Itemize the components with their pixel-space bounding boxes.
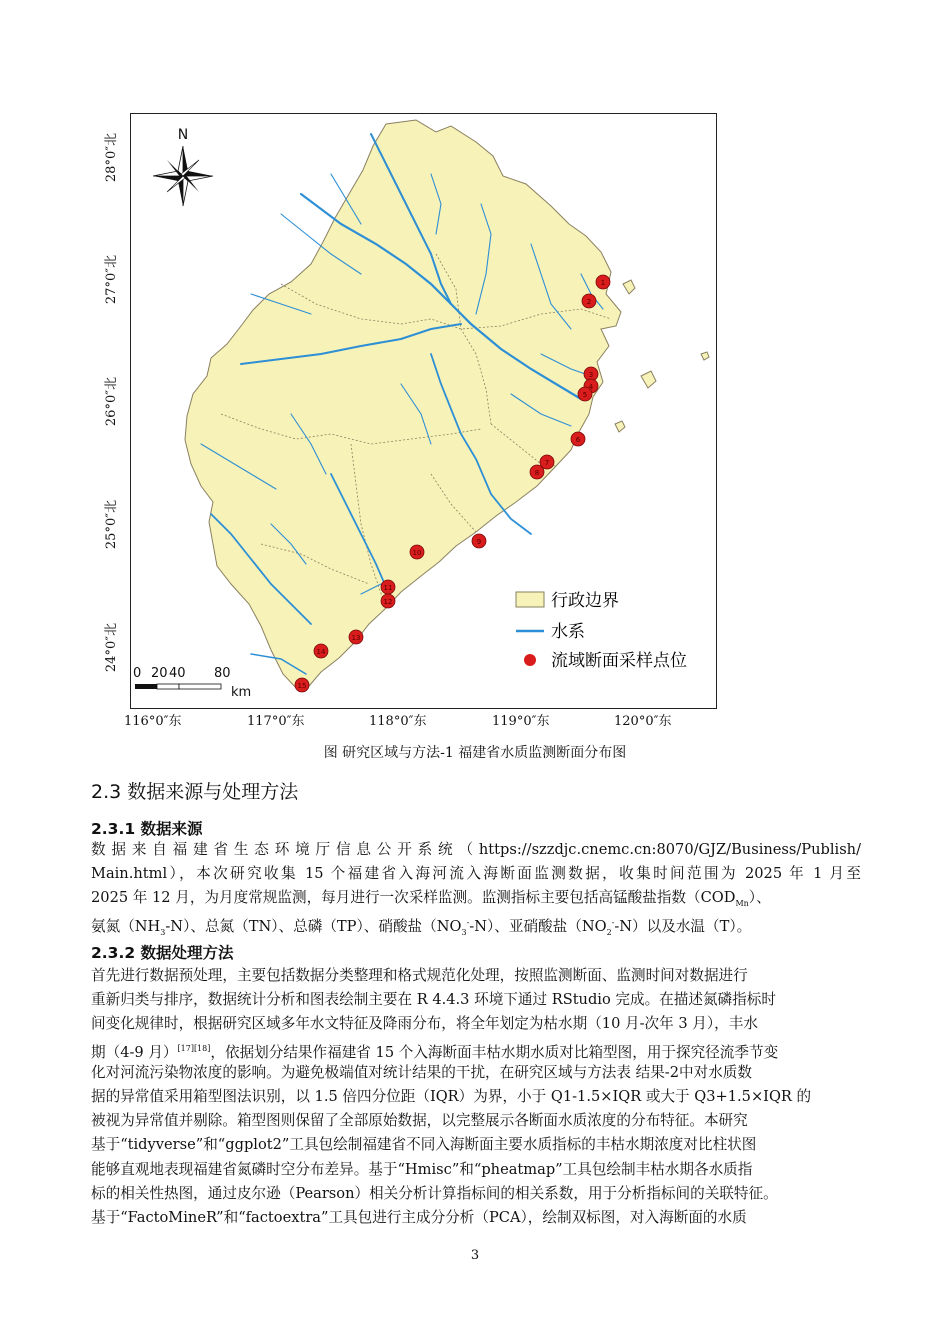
lon-label: 119°0″东 (492, 714, 550, 729)
text-line: 氨氮$(NH_3-N)$、总氮（TN）、总磷（TP）、硝酸盐$(NO_3^--N)$、亚硝酸盐$(NO_2^--N)$以及水温（T）。 (91, 917, 752, 937)
legend-boundary-swatch (516, 592, 544, 607)
paragraph-data-source (91, 838, 861, 935)
site-label: 12 (383, 598, 393, 606)
text-line: 间变化规律时，根据研究区域多年水文特征及降雨分布，将全年划定为枯水期（10 月-次年 3 月），丰水 (91, 1015, 758, 1033)
site-label: 6 (575, 436, 581, 444)
subsection-title-data-source: 2.3.1 数据来源 (91, 820, 203, 838)
lon-label: 117°0″东 (247, 714, 305, 729)
site-label: 7 (544, 459, 550, 467)
lat-label: 27°0″北 (104, 254, 120, 305)
text-line: 基于“tidyverse”和“ggplot2”工具包绘制福建省不同入海断面主要水质指标的丰枯水期浓度对比柱状图 (91, 1136, 757, 1154)
site-label: 3 (588, 371, 594, 379)
map-legend (516, 591, 687, 671)
scale-tick: 40 (169, 666, 186, 681)
site-label: 1 (600, 279, 606, 287)
citation-ref: [17][18] (177, 1043, 211, 1053)
site-label: 9 (476, 538, 482, 546)
site-label: 5 (582, 391, 588, 399)
text-line: 被视为异常值并剔除。箱型图则保留了全部原始数据，以完整展示各断面水质浓度的分布特征。本研究 (91, 1112, 748, 1130)
text-line: Main.html），本次研究收集 15 个福建省入海河流入海断面监测数据，收集时间范围为 2025 年 1 月至 (91, 865, 861, 883)
text-line: 2025 年 12 月，为月度常规监测，每月进行一次采样监测。监测指标主要包括高锰酸盐指数$(COD_{Mn})$、 (91, 889, 771, 909)
legend-river-label: 水系 (551, 622, 585, 642)
text-line: 据的异常值采用箱型图法识别，以 1.5 倍四分位距（IQR）为界，小于 Q1-1.5×IQR 或大于 Q3+1.5×IQR 的 (91, 1087, 812, 1105)
site-label: 11 (383, 584, 393, 592)
lat-label: 26°0″北 (104, 376, 120, 427)
text-line: 期（4-9 月）[17][18]，依据划分结果作福建省 15 个入海断面丰枯水期水质对比箱型图，用于探究径流季节变 (91, 1043, 779, 1061)
site-label: 10 (412, 549, 422, 557)
lat-label: 25°0″北 (104, 499, 120, 550)
scale-bar (133, 666, 251, 700)
scale-tick: 80 (214, 666, 231, 681)
legend-site-label: 流域断面采样点位 (551, 651, 687, 671)
text-line: 化对河流污染物浓度的影响。为避免极端值对统计结果的干扰，在研究区域与方法表 结果-2中对水质数 (91, 1063, 752, 1081)
lon-label: 118°0″东 (369, 714, 427, 729)
legend-boundary-label: 行政边界 (551, 591, 619, 611)
page-number: 3 (470, 1248, 480, 1263)
north-label: N (177, 127, 189, 143)
text-line: 标的相关性热图，通过皮尔逊（Pearson）相关分析计算指标间的相关系数，用于分析指标间的关联特征。 (91, 1184, 778, 1202)
scale-tick: 0 (133, 666, 142, 681)
legend-site-swatch (524, 654, 536, 666)
site-label: 15 (297, 682, 307, 690)
north-arrow-icon (153, 146, 213, 206)
fujian-map (131, 114, 716, 708)
lon-label: 120°0″东 (614, 714, 672, 729)
scale-tick: 20 (151, 666, 168, 681)
site-label: 13 (351, 634, 361, 642)
paragraph-processing (91, 964, 861, 1230)
section-title: 2.3 数据来源与处理方法 (91, 781, 299, 803)
site-label: 8 (534, 469, 540, 477)
lat-label: 28°0″北 (104, 132, 120, 183)
scale-unit: km (231, 685, 252, 700)
text-line: 能够直观地表现福建省氮磷时空分布差异。基于“Hmisc”和“pheatmap”工具包绘制丰枯水期各水质指 (91, 1160, 753, 1178)
lon-label: 116°0″东 (124, 714, 182, 729)
text-line: 重新归类与排序，数据统计分析和图表绘制主要在 R 4.4.3 环境下通过 RStudio 完成。在描述氮磷指标时 (91, 991, 776, 1009)
subsection-title-processing: 2.3.2 数据处理方法 (91, 944, 234, 962)
site-label: 14 (316, 648, 326, 656)
lat-label: 24°0″北 (104, 622, 120, 673)
map-figure (130, 113, 717, 709)
text-line: 基于“FactoMineR”和“factoextra”工具包进行主成分分析（PCA），绘制双标图，对入海断面的水质 (91, 1208, 747, 1226)
site-label: 2 (586, 298, 592, 306)
text-line: 数据来自福建省生态环境厅信息公开系统（https://szzdjc.cnemc.cn:8070/GJZ/Business/Publish/ (91, 841, 861, 858)
text-line: 首先进行数据预处理，主要包括数据分类整理和格式规范化处理，按照监测断面、监测时间对数据进行 (91, 967, 748, 984)
site-label: 4 (588, 383, 594, 391)
figure-caption: 图 研究区域与方法-1 福建省水质监测断面分布图 (323, 745, 627, 761)
